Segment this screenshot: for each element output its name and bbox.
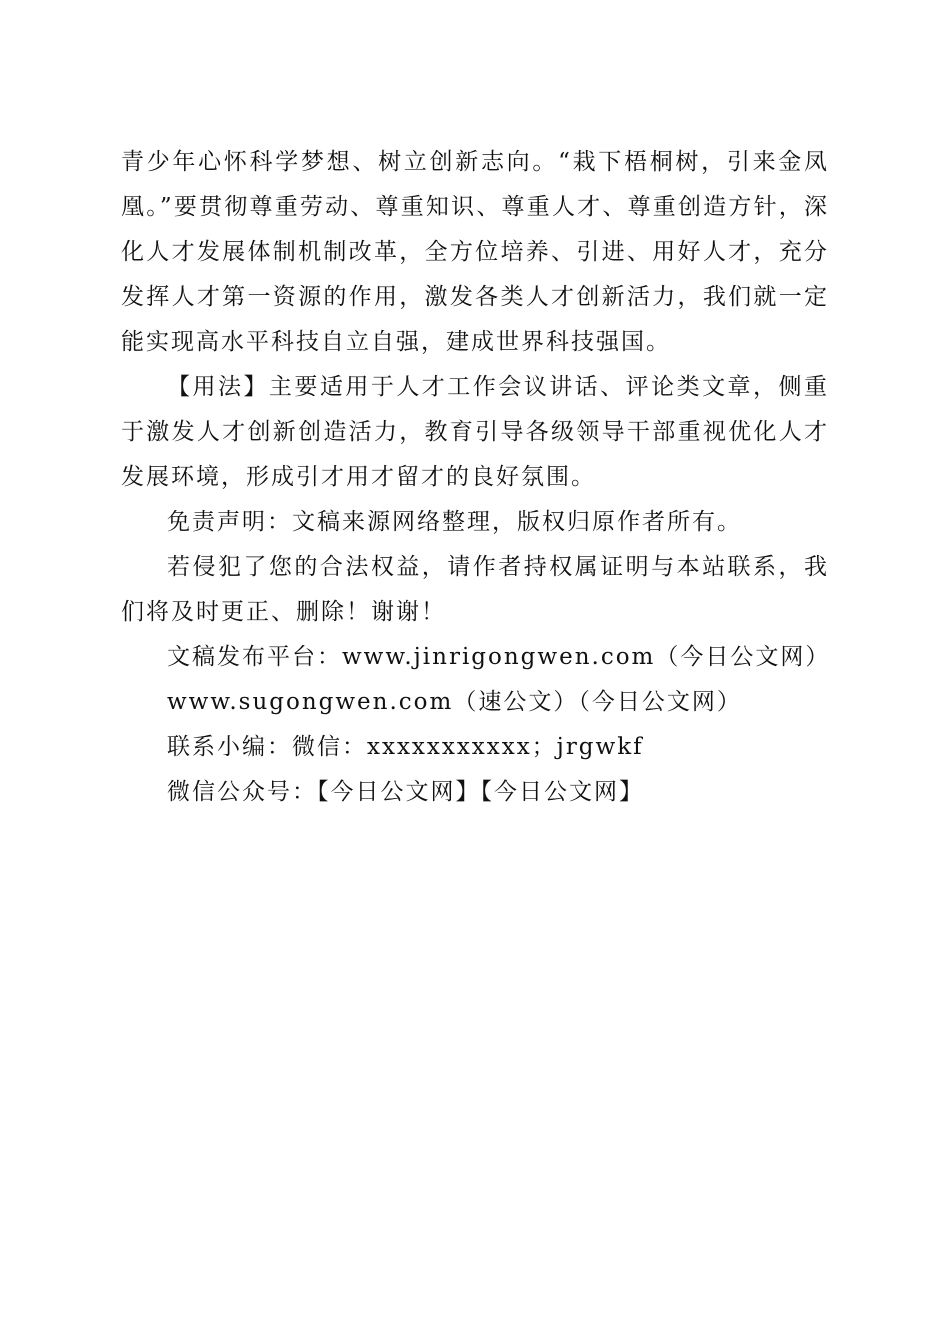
publish-platform-line: 文稿发布平台：www.jinrigongwen.com（今日公文网） xyxy=(167,644,831,670)
infringement-notice: 若侵犯了您的合法权益，请作者持权属证明与本站联系，我们将及时更正、删除！谢谢！ xyxy=(121,554,829,625)
secondary-site-line: www.sugongwen.com（速公文）（今日公文网） xyxy=(167,689,742,715)
body-paragraph-continuation: 青少年心怀科学梦想、树立创新志向。“栽下梧桐树，引来金凤凰。”要贯彻尊重劳动、尊重知识、尊重人才、尊重创造方针，深化人才发展体制机制改革，全方位培养、引进、用好人才，充分发挥人才第一资源的作用，激发各类人才创新活力，我们就一定能实现高水平科技自立自强，建成世界科技强国。 xyxy=(121,149,829,355)
disclaimer-line: 免责声明：文稿来源网络整理，版权归原作者所有。 xyxy=(167,509,742,535)
wechat-account-line: 微信公众号：【今日公文网】【今日公文网】 xyxy=(167,779,644,805)
document-body xyxy=(121,140,829,815)
contact-editor-line: 联系小编：微信：xxxxxxxxxxx；jrgwkf xyxy=(167,734,644,760)
usage-paragraph: 【用法】主要适用于人才工作会议讲话、评论类文章，侧重于激发人才创新创造活力，教育引导各级领导干部重视优化人才发展环境，形成引才用才留才的良好氛围。 xyxy=(121,374,829,490)
